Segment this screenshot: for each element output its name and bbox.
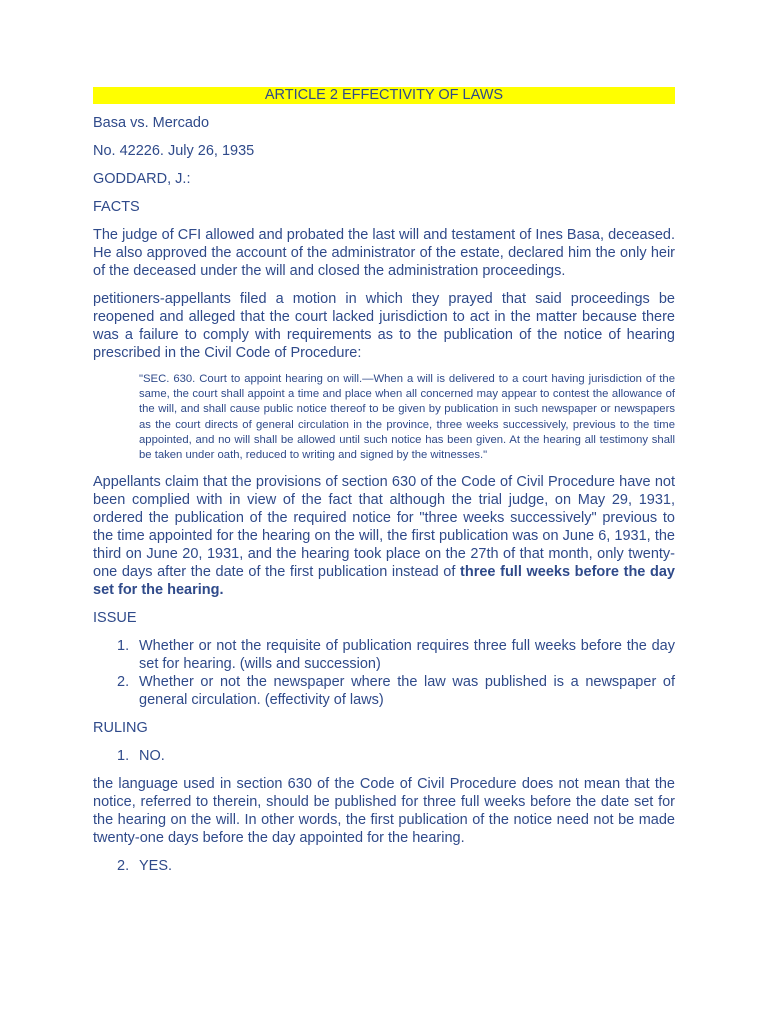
case-name: Basa vs. Mercado xyxy=(93,115,210,131)
issue-list xyxy=(93,637,675,709)
facts-paragraph-3-emphasis: three full weeks before the day set for the hearing. xyxy=(93,564,675,599)
list-item xyxy=(93,747,675,765)
facts-paragraph-3 xyxy=(93,473,675,599)
list-item xyxy=(93,857,675,875)
list-item xyxy=(93,673,675,709)
list-item-number: 2. xyxy=(117,674,130,691)
issue-heading: ISSUE xyxy=(93,610,137,627)
ponente: GODDARD, J.: xyxy=(93,171,191,187)
list-item-number: 2. xyxy=(117,858,130,875)
ruling-paragraph: the language used in section 630 of the Code of Civil Procedure does not mean that the notice, referred to therein, should be published for three full weeks before the date set for the hearing on the will. In other words, the first publication of the notice need not be made twenty-one days before the day appointed for the hearing. xyxy=(93,776,675,847)
facts-heading: FACTS xyxy=(93,199,140,215)
document-page xyxy=(93,87,675,885)
ruling-list-1 xyxy=(93,747,675,765)
list-item-number: 1. xyxy=(117,638,130,655)
facts-paragraph-2: petitioners-appellants filed a motion in which they prayed that said proceedings be reopened and alleged that the court lacked jurisdiction to act in the matter because there was a failure to comply with requirements as to the publication of the notice of hearing prescribed in the Civil Code of Procedure: xyxy=(93,291,675,361)
case-number: No. 42226. July 26, 1935 xyxy=(93,143,255,159)
list-item-text: Whether or not the requisite of publication requires three full weeks before the day set for hearing. (wills and succession) xyxy=(139,638,675,673)
list-item xyxy=(93,637,675,673)
ruling-list-2 xyxy=(93,857,675,875)
facts-paragraph-3-text: Appellants claim that the provisions of section 630 of the Code of Civil Procedure have not been complied with in view of the fact that although the trial judge, on May 29, 1931, ordered the publication of the required notice for "three weeks successively" previous to the time appointed for the hearing on the will, the first publication was on June 6, 1931, the third on June 20, 1931, and the hearing took place on the 27th of that month, only twenty-one days after the date of the first publication instead of xyxy=(93,474,675,581)
facts-paragraph-1: The judge of CFI allowed and probated the last will and testament of Ines Basa, deceased. He also approved the account of the administrator of the estate, declared him the only heir of the deceased under the will and closed the administration proceedings. xyxy=(93,227,675,279)
document-title: ARTICLE 2 EFFECTIVITY OF LAWS xyxy=(93,87,675,104)
list-item-number: 1. xyxy=(117,748,130,765)
ruling-heading: RULING xyxy=(93,720,148,737)
list-item-text: NO. xyxy=(139,748,165,765)
list-item-text: YES. xyxy=(139,858,173,875)
list-item-text: Whether or not the newspaper where the law was published is a newspaper of general circulation. (effectivity of laws) xyxy=(139,674,675,709)
statute-quote: "SEC. 630. Court to appoint hearing on will.—When a will is delivered to a court having jurisdiction of the same, the court shall appoint a time and place when all concerned may appear to contest the allowance of the will, and shall cause public notice thereof to be given by publication in such newspaper or newspapers as the court directs of general circulation in the province, three weeks successively, previous to the time appointed, and no will shall be allowed until such notice has been given. At the hearing all testimony shall be taken under oath, reduced to writing and signed by the witnesses." xyxy=(139,373,675,462)
